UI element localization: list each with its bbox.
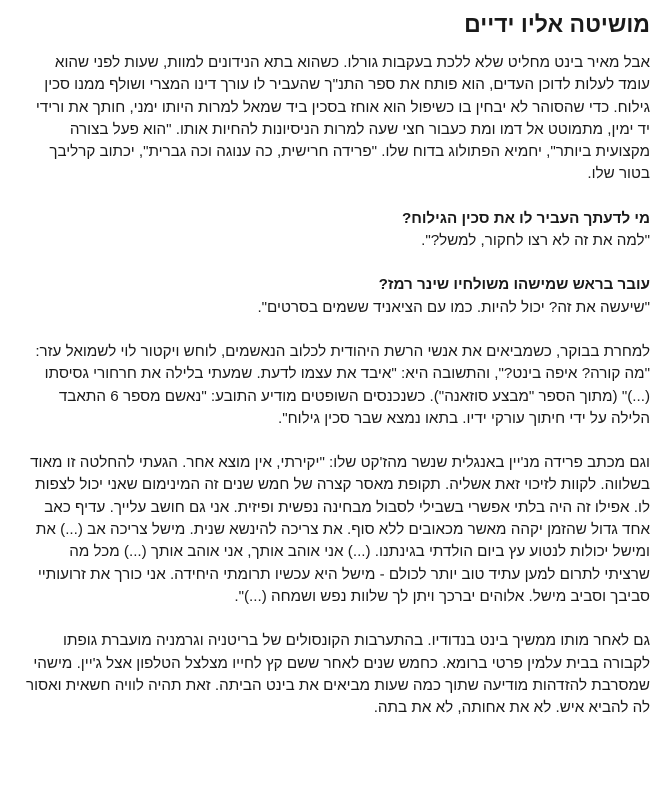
- article-body: [22, 52, 650, 719]
- intro-paragraph: אבל מאיר בינט מחליט שלא ללכת בעקבות גורלו. כשהוא בתא הנידונים למוות, שעות לפני שהוא עומד לעלות לדוכן העדים, הוא פותח את ספר התנ"ך שהעביר לו עורך דינו המצרי ושולף ממנו סכין גילוח. כדי שהסוהר לא יבחין בו כשיפול הוא אוחז בסכין ביד שמאל למרות היותו ימני, חותך את ורידי יד ימין, מתמוטט אל דמו ומת כעבור חצי שעה למרות הניסיונות להחיות אותו. "הוא פעל בצורה מקצועית ביותר", יחמיא הפתולוג בדוח שלו. "פרידה חרישית, כה ענוגה וכה גברית", יכתוב קרליבך בטור שלו.: [35, 54, 650, 183]
- morning-paragraph: למחרת בבוקר, כשמביאים את אנשי הרשת היהודית לכלוב הנאשמים, לוחש ויקטור לוי לשמואל עזר: "מה קורה? איפה בינט?", והתשובה היא: "איבד את עצמו לדעת. שמעתי בלילה את חרחורי גסיסתו (...)" (מתוך הספר "מבצע סוזאנה"). כשנכנסים השופטים מודיע התובע: "נאשם מספר 6 התאבד הלילה על ידי חיתוך עורקי ידיו. בתאו נמצא שבר סכין גילוח".: [35, 342, 650, 427]
- letter-paragraph: וגם מכתב פרידה מנ'יין באנגלית שנשר מהז'קט שלו: "יקירתי, אין מוצא אחר. הגעתי להחלטה זו מאוד בשלווה. לקוות לזיכוי זאת אשליה. תקופת מאסר קצרה של חמש שנים זה המינימום שאני יכול לצפות לו. אפילו זה היה בלתי אפשרי בשבילי לסבול מבחינה נפשית ופיזית. אני גם חושב עלייך. עדיף כאב אחד גדול שהזמן יקהה מאשר מכאובים ללא סוף. את צריכה להינשא שנית. מישל צריכה אב (...) את ומישל יכולות לנטוע עץ ביום הולדתי בגינתנו. (...) אני אוהב אותך, אני אוהב אותך (...) מכל מה שרציתי לתרום למען עתיד טוב יותר לכולם - מישל היא עכשיו תרומתי היחידה. אני כורך את זרועותיי סביבך וסביב מישל. אלוהים יברכך ויתן לך שלוות נפש ושמחה (...)".: [30, 454, 650, 605]
- question-1: מי לדעתך העביר לו את סכין הגילוח?: [401, 209, 650, 227]
- paragraph-spacer: [22, 252, 650, 274]
- paragraph-spacer: [22, 608, 650, 630]
- paragraph-spacer: [22, 430, 650, 452]
- paragraph-spacer: [22, 319, 650, 341]
- answer-2: "שיעשה את זה? יכול להיות. כמו עם הציאניד ששמים בסרטים".: [257, 298, 650, 316]
- ending-paragraph: גם לאחר מותו ממשיך בינט בנדודיו. בהתערבות הקונסולים של בריטניה וגרמניה מועברת גופתו לקבורה בבית עלמין פרטי ברומא. כחמש שנים לאחר ששם קץ לחייו מצלצל הטלפון אצל ג'יין. מישהי שמסרבת להזדהות מודיעה שתוך כמה שעות מביאים את בינט הביתה. זאת תהיה לוויה חשאית ואסור לה להביא איש. לא את אחותה, לא את בתה.: [26, 632, 650, 717]
- question-2: עובר בראש שמישהו משולחיו שינר רמז?: [378, 276, 650, 294]
- section-title: מושיטה אליו ידיים: [464, 11, 650, 37]
- answer-1: "למה את זה לא רצו לחקור, למשל?".: [421, 232, 650, 250]
- paragraph-spacer: [22, 186, 650, 208]
